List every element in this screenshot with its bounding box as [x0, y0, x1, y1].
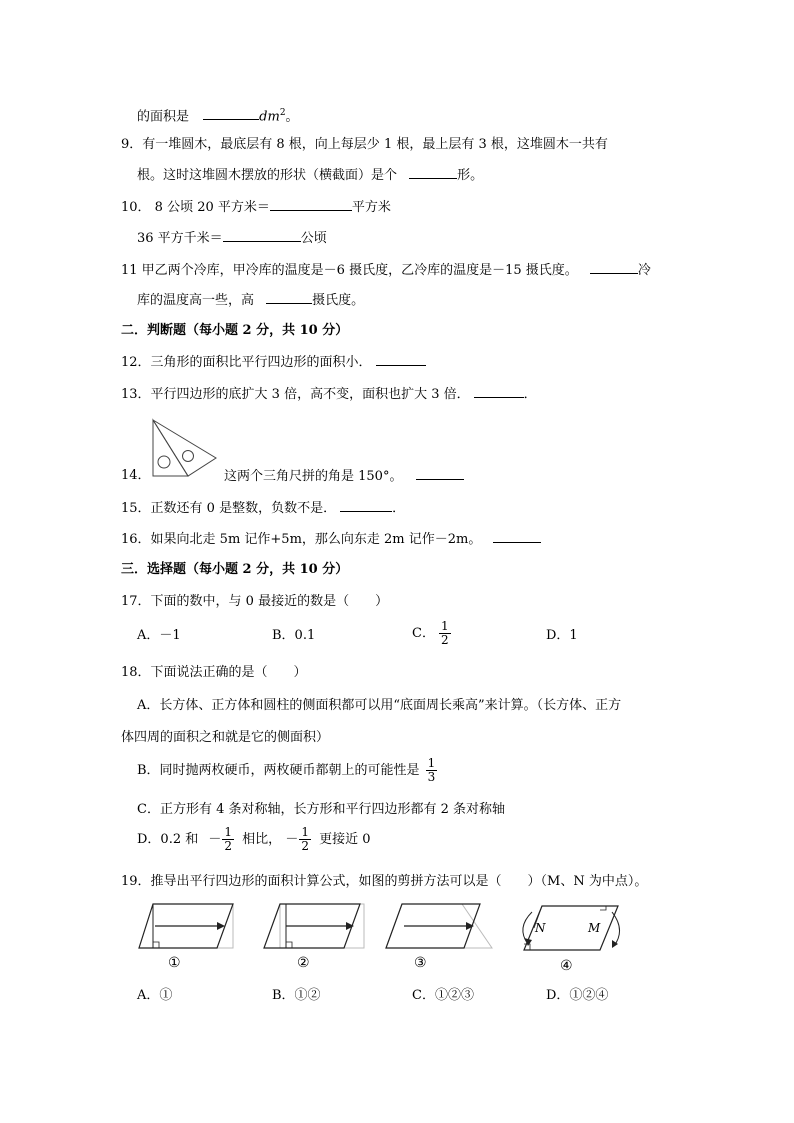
- figure-caption: ③: [414, 955, 427, 971]
- q9-line1: 9．有一堆圆木，最底层有 8 根，向上每层少 1 根，最上层有 3 根，这堆圆木一共有: [121, 137, 608, 152]
- q18-option-d[interactable]: D．0.2 和 － $\frac{1}{2}$ 相比， － $\frac{1}{2}$ 更接近 0: [137, 825, 371, 853]
- q8-tail: 的面积是 $dm^2$。: [137, 108, 299, 125]
- q10-line2: 36 平方千米＝ 公顷: [137, 231, 327, 246]
- q18-option-b[interactable]: B．同时抛两枚硬币，两枚硬币都朝上的可能性是 $\frac{1}{3}$: [137, 756, 436, 784]
- q19-option-d[interactable]: D．①②④: [546, 988, 609, 1003]
- q13: 13．平行四边形的底扩大 3 倍，高不变，面积也扩大 3 倍． ．: [121, 387, 537, 402]
- cut-paste-figure-4: [514, 900, 626, 956]
- q19-stem: 19．推导出平行四边形的面积计算公式，如图的剪拼方法可以是（ ）（M、N 为中点）。: [121, 874, 648, 889]
- q9-line2: 根。这时这堆圆木摆放的形状（横截面）是个 形。: [137, 168, 484, 183]
- q14: 14．: [121, 468, 151, 483]
- answer-blank[interactable]: [270, 198, 352, 211]
- answer-blank[interactable]: [493, 530, 541, 543]
- fraction: $\frac{1}{2}$: [440, 619, 449, 647]
- q19-option-b[interactable]: B．①②: [272, 988, 321, 1003]
- q17-option-b[interactable]: B．0.1: [272, 628, 316, 643]
- q12: 12．三角形的面积比平行四边形的面积小．: [121, 353, 426, 372]
- negative-fraction: － $\frac{1}{2}$: [208, 825, 233, 853]
- midpoint-n-label: N: [535, 921, 546, 935]
- answer-blank[interactable]: [590, 261, 638, 274]
- negative-fraction: － $\frac{1}{2}$: [285, 825, 309, 853]
- q17-option-d[interactable]: D．1: [546, 628, 578, 643]
- cut-paste-figure-3: [384, 900, 496, 952]
- answer-blank[interactable]: [474, 385, 524, 398]
- answer-blank[interactable]: [340, 499, 392, 512]
- q19-option-c[interactable]: C．①②③: [412, 988, 474, 1003]
- q17-option-a[interactable]: A．－1: [137, 628, 181, 643]
- answer-blank[interactable]: [409, 166, 457, 179]
- set-squares-figure: [148, 418, 220, 480]
- cut-paste-figure-1: [137, 900, 237, 952]
- q11-line1: 11 甲乙两个冷库，甲冷库的温度是－6 摄氏度，乙冷库的温度是－15 摄氏度。 冷: [121, 263, 651, 278]
- q15: 15．正数还有 0 是整数，负数不是． ．: [121, 501, 406, 516]
- answer-blank[interactable]: [223, 229, 301, 242]
- answer-blank[interactable]: [203, 107, 259, 120]
- figure-caption: ①: [168, 955, 181, 971]
- q10-line1: 10． 8 公顷 20 平方米＝ 平方米: [121, 200, 391, 215]
- q11-line2: 库的温度高一些，高 摄氏度。: [137, 293, 365, 308]
- q14-text: 这两个三角尺拼的角是 150°。: [224, 467, 464, 486]
- q18-option-a-cont: 体四周的面积之和就是它的侧面积）: [121, 730, 330, 745]
- q18-option-c[interactable]: C．正方形有 4 条对称轴，长方形和平行四边形都有 2 条对称轴: [137, 802, 506, 817]
- figure-caption: ④: [560, 958, 573, 974]
- answer-blank[interactable]: [376, 353, 426, 366]
- section-heading-choice: 三．选择题（每小题 2 分，共 10 分）: [121, 562, 349, 577]
- figure-caption: ②: [297, 955, 310, 971]
- section-heading-judgement: 二．判断题（每小题 2 分，共 10 分）: [121, 323, 349, 338]
- q16: 16．如果向北走 5m 记作+5m，那么向东走 2m 记作－2m。: [121, 530, 541, 549]
- q18-stem: 18．下面说法正确的是（ ）: [121, 665, 307, 680]
- cut-paste-figure-2: [262, 900, 366, 952]
- fraction: $\frac{1}{3}$: [427, 756, 436, 784]
- answer-blank[interactable]: [416, 467, 464, 480]
- midpoint-m-label: M: [588, 921, 601, 935]
- q18-option-a[interactable]: A．长方体、正方体和圆柱的侧面积都可以用“底面周长乘高”来计算。（长方体、正方: [137, 698, 622, 713]
- answer-blank[interactable]: [266, 291, 312, 304]
- q19-option-a[interactable]: A．①: [137, 988, 173, 1003]
- q17-stem: 17．下面的数中，与 0 最接近的数是（ ）: [121, 594, 389, 609]
- q17-option-c[interactable]: C． $\frac{1}{2}$: [412, 619, 449, 647]
